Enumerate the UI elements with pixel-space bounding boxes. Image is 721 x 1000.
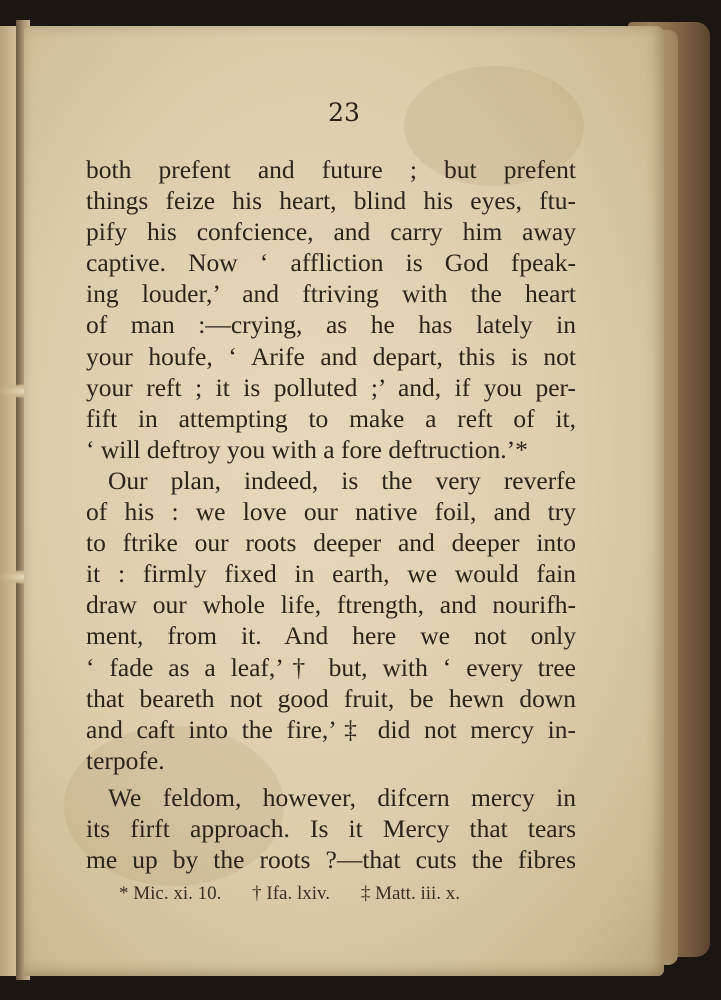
page-number: 23 — [328, 98, 360, 127]
text-line: of man :—crying, as he has lately in — [86, 310, 576, 340]
text-line: We feldom, however, difcern mercy in — [108, 782, 576, 812]
text-line: terpofe. — [86, 745, 165, 775]
text-line: pify his confcience, and carry him away — [86, 217, 576, 247]
text-line: captive. Now ‘ affliction is God fpeak- — [86, 248, 576, 278]
text-line: both prefent and future ; but prefent — [86, 155, 576, 184]
text-line: things feize his heart, blind his eyes, ftu- — [86, 186, 576, 216]
text-line: to ftrike our roots deeper and deeper into — [86, 528, 576, 558]
text-line: ‘ will deftroy you with a fore deftruction.’* — [86, 434, 528, 464]
text-line: Our plan, indeed, is the very reverfe — [108, 465, 576, 495]
book-page — [24, 26, 664, 976]
text-line: and caft into the fire,’‡ did not mercy in- — [86, 714, 576, 744]
text-line: fift in attempting to make a reft of it, — [86, 403, 576, 433]
text-line: me up by the roots ?—that cuts the fibres — [86, 845, 576, 875]
text-line: ing louder,’ and ftriving with the heart — [86, 279, 576, 309]
body-text — [86, 154, 576, 875]
text-line: ‘ fade as a leaf,’† but, with ‘ every tree — [86, 652, 576, 682]
text-line: its firft approach. Is it Mercy that tears — [86, 813, 576, 843]
text-line: it : firmly fixed in earth, we would fain — [86, 559, 576, 589]
text-line: your houfe, ‘ Arife and depart, this is not — [86, 341, 576, 371]
text-line: draw our whole life, ftrength, and nourifh- — [86, 590, 576, 620]
footnote: † Ifa. lxiv. — [252, 883, 331, 904]
text-line: that beareth not good fruit, be hewn down — [86, 683, 576, 713]
footnote: * Mic. xi. 10. — [119, 883, 222, 904]
footnote: ‡ Matt. iii. x. — [360, 883, 461, 904]
footnotes — [119, 883, 559, 905]
text-line: ment, from it. And here we not only — [86, 621, 576, 651]
text-line: of his : we love our native foil, and try — [86, 497, 576, 527]
text-line: your reft ; it is polluted ;’ and, if you per- — [86, 372, 576, 402]
